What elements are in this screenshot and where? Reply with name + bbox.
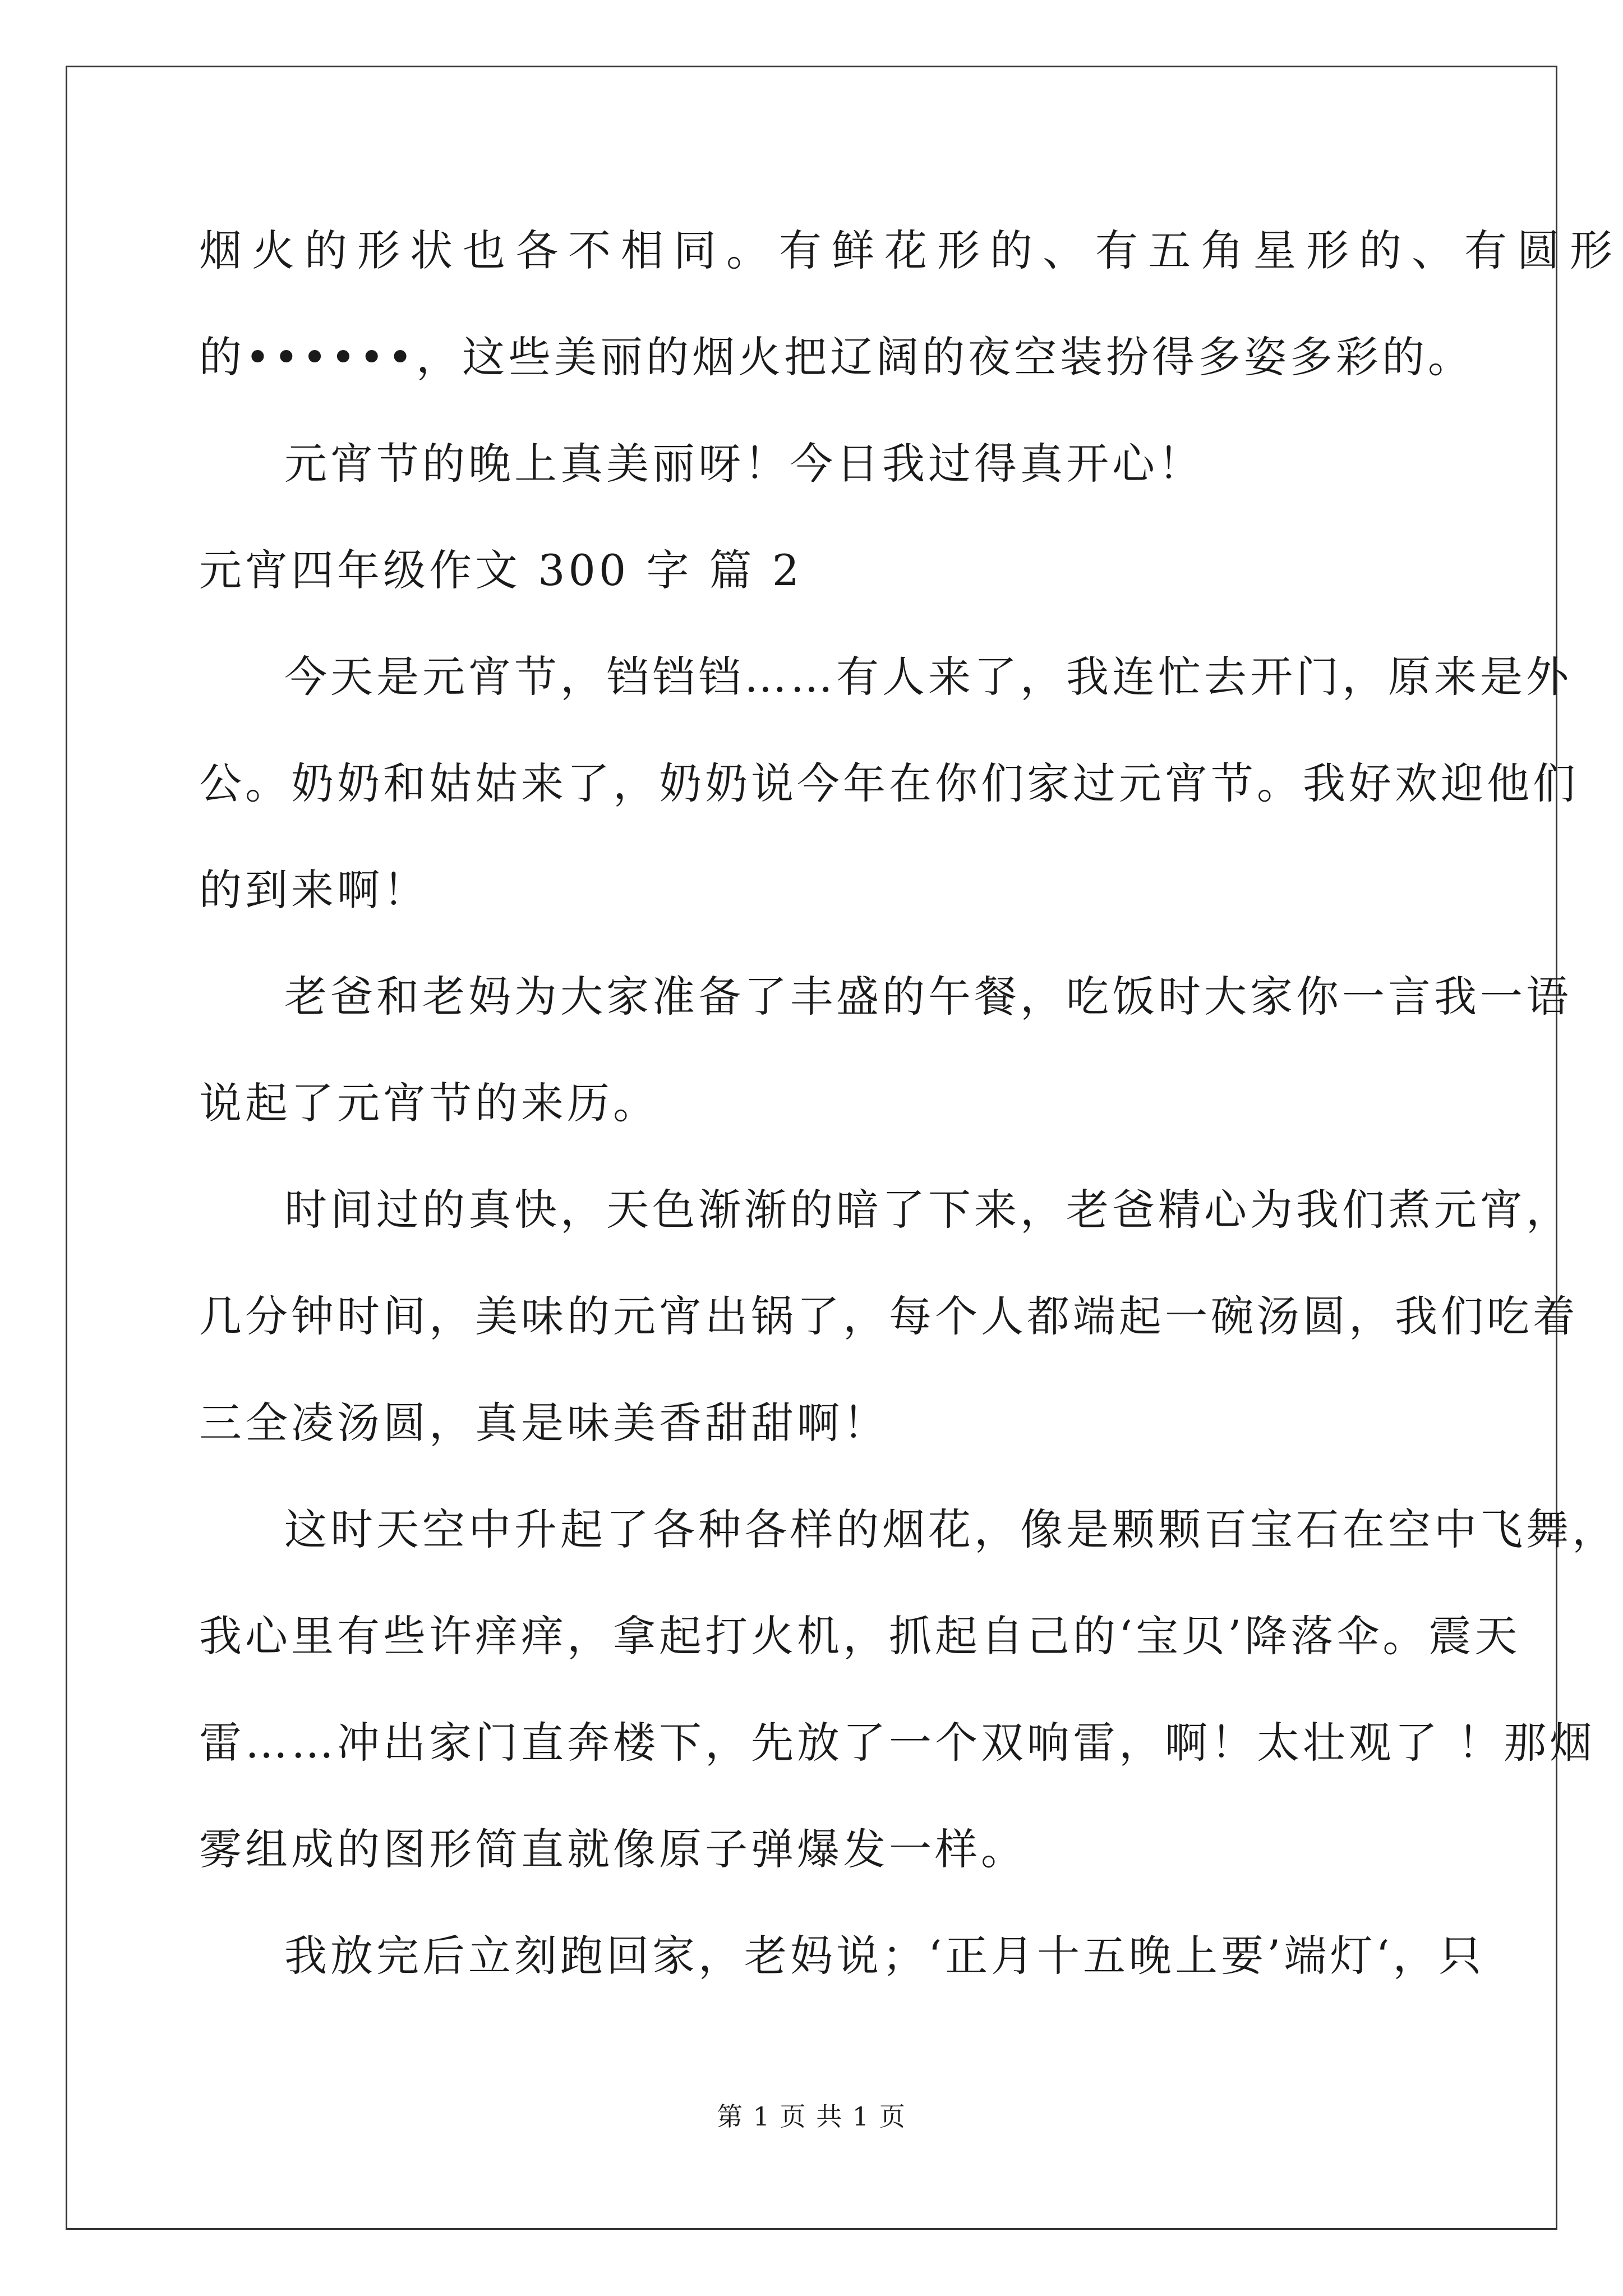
text-line-8: 老爸和老妈为大家准备了丰盛的午餐，吃饭时大家你一言我一语 <box>284 972 1572 1022</box>
document-body <box>199 209 1622 2021</box>
text-line-17: 我放完后立刻跑回家，老妈说；‘正月十五晚上要’端灯‘，只 <box>284 1931 1485 1981</box>
text-line-15: 雷……冲出家门直奔楼下，先放了一个双响雷，啊！太壮观了 ！那烟 <box>199 1718 1596 1768</box>
section-heading: 元宵四年级作文 300 字 篇 2 <box>199 545 803 595</box>
text-line-3: 元宵节的晚上真美丽呀！今日我过得真开心！ <box>284 439 1204 489</box>
text-line-13: 这时天空中升起了各种各样的烟花，像是颗颗百宝石在空中飞舞， <box>284 1504 1618 1554</box>
text-line-6: 公。奶奶和姑姑来了，奶奶说今年在你们家过元宵节。我好欢迎他们 <box>199 758 1579 808</box>
text-line-2: 的••••••，这些美丽的烟火把辽阔的夜空装扮得多姿多彩的。 <box>199 332 1474 382</box>
text-line-1: 烟火的形状也各不相同。有鲜花形的、有五角星形的、有圆形 <box>199 226 1622 275</box>
text-line-16: 雾组成的图形简直就像原子弹爆发一样。 <box>199 1824 1027 1874</box>
text-line-10: 时间过的真快，天色渐渐的暗了下来，老爸精心为我们煮元宵， <box>284 1185 1572 1235</box>
page-number-footer: 第 1 页 共 1 页 <box>717 2101 906 2132</box>
text-line-12: 三全凌汤圆，真是味美香甜甜啊！ <box>199 1398 889 1448</box>
text-line-5: 今天是元宵节，铛铛铛……有人来了，我连忙去开门，原来是外 <box>284 652 1572 702</box>
text-line-7: 的到来啊！ <box>199 865 429 915</box>
text-line-9: 说起了元宵节的来历。 <box>199 1078 659 1128</box>
text-line-14: 我心里有些许痒痒，拿起打火机，抓起自己的‘宝贝’降落伞。震天 <box>199 1611 1521 1661</box>
text-line-11: 几分钟时间，美味的元宵出锅了，每个人都端起一碗汤圆，我们吃着 <box>199 1291 1579 1341</box>
